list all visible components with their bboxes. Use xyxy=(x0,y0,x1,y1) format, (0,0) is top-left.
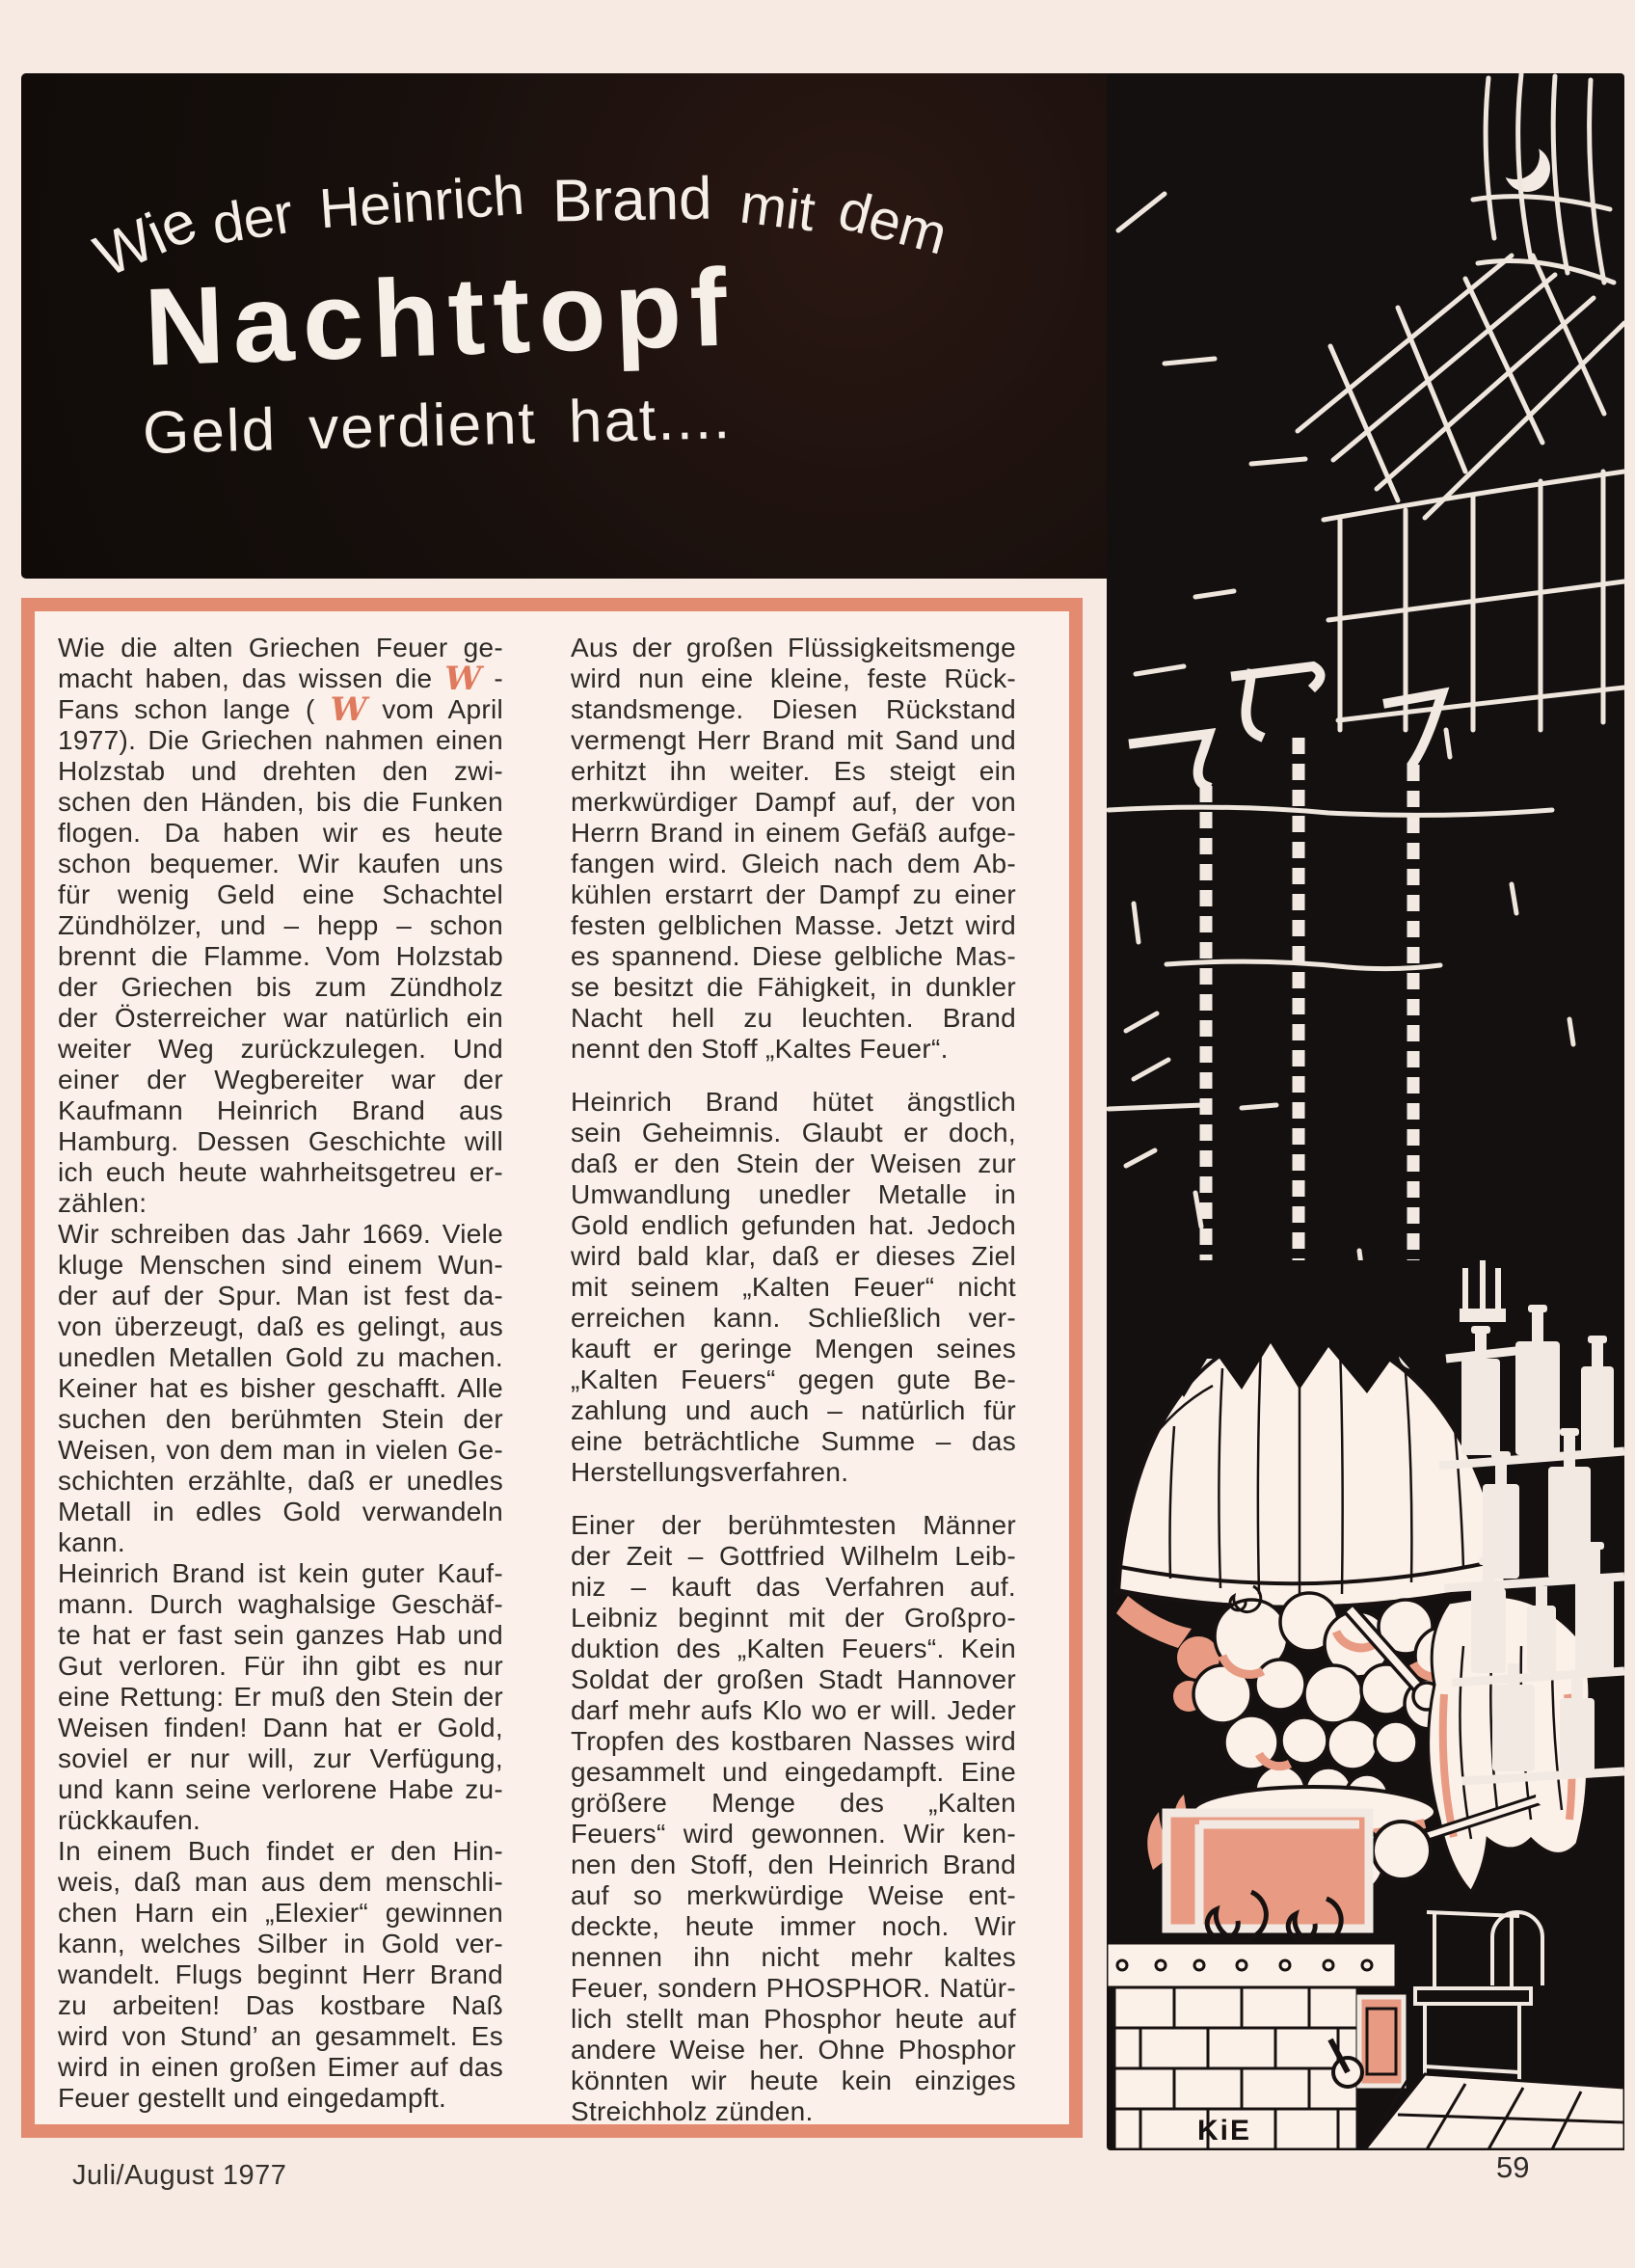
text-line: für wenig Geld eine Schachtel xyxy=(58,879,503,909)
text-line: zu arbeiten! Das kostbare Naß xyxy=(58,1990,503,2020)
text-line: sein Geheimnis. Glaubt er doch, xyxy=(571,1118,1016,1148)
text-line: daß er den Stein der Weisen zur xyxy=(571,1148,1016,1178)
paragraph xyxy=(571,1510,1016,2127)
article-column-right xyxy=(571,633,1016,2127)
text-line: Holzstab und drehten den zwi- xyxy=(58,756,503,786)
text-line: zahlung und auch – natürlich für xyxy=(571,1395,1016,1425)
text-line: Wie die alten Griechen Feuer ge- xyxy=(58,633,503,662)
text-line: Zündhölzer, und – hepp – schon xyxy=(58,910,503,940)
text-line: Soldat der großen Stadt Hannover xyxy=(571,1664,1016,1694)
text-line: nen den Stoff, den Heinrich Brand xyxy=(571,1850,1016,1879)
text-line: unedlen Metallen Gold zu machen. xyxy=(58,1342,503,1372)
text-line: schichten erzählte, daß er unedles xyxy=(58,1466,503,1496)
ceiling-hooks xyxy=(1134,666,1442,786)
text-line: kühlen erstarrt der Dampf zu einer xyxy=(571,879,1016,909)
text-line: erhitzt ihn weiter. Es steigt ein xyxy=(571,756,1016,786)
text-line: Gut verloren. Für ihn gibt es nur xyxy=(58,1651,503,1681)
text-line: Herrn Brand in einem Gefäß aufge- xyxy=(571,818,1016,848)
title-word: Brand xyxy=(551,165,713,235)
brick-oven xyxy=(1107,1795,1404,2149)
text-line: eine Rettung: Er muß den Stein der xyxy=(58,1682,503,1712)
text-line: Metall in edles Gold verwandeln xyxy=(58,1497,503,1526)
text-line: es spannend. Diese gelbliche Mas- xyxy=(571,941,1016,971)
text-line: standsmenge. Diesen Rückstand xyxy=(571,694,1016,724)
text-line: niz – kauft das Verfahren auf. xyxy=(571,1572,1016,1602)
text-line: Herstellungsverfahren. xyxy=(571,1457,849,1487)
text-line: eine beträchtliche Summe – das xyxy=(571,1426,1016,1456)
title-word: mit xyxy=(737,172,818,244)
text-line: soviel er nur will, zur Verfügung, xyxy=(58,1743,503,1773)
text-line: der auf der Spur. Man ist fest da- xyxy=(58,1281,503,1310)
text-line: festen gelblichen Masse. Jetzt wird xyxy=(571,910,1016,940)
text-line: mit seinem „Kalten Feuer“ nicht xyxy=(571,1272,1016,1302)
paragraph xyxy=(571,633,1016,1065)
text-line: Gold endlich gefunden hat. Jedoch xyxy=(571,1210,1016,1240)
text-line: deckte, heute immer noch. Wir xyxy=(571,1911,1016,1941)
issue-date: Juli/August 1977 xyxy=(72,2160,287,2191)
text-line: Umwandlung unedler Metalle in xyxy=(571,1179,1016,1209)
text-line: auf so merkwürdige Weise ent- xyxy=(571,1880,1016,1910)
laboratory-illustration xyxy=(1107,73,1624,2150)
text-line: kluge Menschen sind einem Wun- xyxy=(58,1250,503,1280)
text-line: einer der Wegbereiter war der xyxy=(58,1065,503,1094)
text-line: ich euch heute wahrheitsgetreu er- xyxy=(58,1157,503,1187)
magazine-logo-w: W xyxy=(330,690,367,729)
paragraph xyxy=(58,1219,503,1558)
title-line-2: Nachttopf xyxy=(142,246,737,390)
text-line: weis, daß man aus dem menschli- xyxy=(58,1867,503,1897)
title-word: Heinrich xyxy=(316,163,526,241)
title-line-1 xyxy=(77,163,954,290)
text-line: Leibniz beginnt mit der Großpro- xyxy=(571,1603,1016,1633)
text-line: kann. xyxy=(58,1527,125,1557)
text-line: und kann seine verlorene Habe zu- xyxy=(58,1774,503,1804)
text-line: der Österreicher war natürlich ein xyxy=(58,1003,503,1033)
text-line: 1977). Die Griechen nahmen einen xyxy=(58,725,503,755)
article-column-left xyxy=(58,633,503,2114)
text-line: Heinrich Brand ist kein guter Kauf- xyxy=(58,1558,503,1588)
text-line: fangen wird. Gleich nach dem Ab- xyxy=(571,849,1016,878)
text-line: kann, welches Silber in Gold ver- xyxy=(58,1929,503,1958)
text-line: der Zeit – Gottfried Wilhelm Leib- xyxy=(571,1541,1016,1571)
text-line: wird von Stund’ an gesammelt. Es xyxy=(58,2021,503,2051)
title-line-3: Geld verdient hat.... xyxy=(142,385,733,467)
text-line: lich stellt man Phosphor heute auf xyxy=(571,2004,1016,2034)
text-line: mann. Durch waghalsige Geschäf- xyxy=(58,1589,503,1619)
paragraph xyxy=(58,1836,503,2114)
text-line: weiter Weg zurückzulegen. Und xyxy=(58,1034,503,1064)
text-line: Nacht hell zu leuchten. Brand xyxy=(571,1003,1016,1033)
text-line: Streichholz zünden. xyxy=(571,2096,814,2126)
text-line: flogen. Da haben wir es heute xyxy=(58,818,503,848)
text-line: te hat er fast sein ganzes Hab und xyxy=(58,1620,503,1650)
text-line: der Griechen bis zum Zündholz xyxy=(58,972,503,1002)
text-line: „Kalten Feuers“ gegen gute Be- xyxy=(571,1364,1016,1394)
text-line: macht haben, das wissen die W - xyxy=(58,660,503,698)
text-line: Weisen finden! Dann hat er Gold, xyxy=(58,1713,503,1742)
text-line: suchen den berühmten Stein der xyxy=(58,1404,503,1434)
title-word: Wie xyxy=(85,187,207,290)
text-line: Aus der großen Flüssigkeitsmenge xyxy=(571,633,1016,662)
text-line: kauft er geringe Mengen seines xyxy=(571,1334,1016,1364)
title-word: dem xyxy=(832,177,954,267)
text-line: Fans schon lange ( W vom April xyxy=(58,690,503,729)
magazine-logo-w: W xyxy=(444,660,482,698)
text-line: Feuer, sondern PHOSPHOR. Natür- xyxy=(571,1973,1016,2003)
text-line: nennt den Stoff „Kaltes Feuer“. xyxy=(571,1034,949,1064)
text-line: wandelt. Flugs beginnt Herr Brand xyxy=(58,1959,503,1989)
text-line: Feuer gestellt und eingedampft. xyxy=(58,2083,447,2113)
text-line: Tropfen des kostbaren Nasses wird xyxy=(571,1726,1016,1756)
text-line: vermengt Herr Brand mit Sand und xyxy=(571,725,1016,755)
text-line: merkwürdiger Dampf auf, der von xyxy=(571,787,1016,817)
text-line: darf mehr aufs Klo wo er will. Jeder xyxy=(571,1695,1016,1725)
text-line: Einer der berühmtesten Männer xyxy=(571,1510,1016,1540)
text-line: se besitzt die Fähigkeit, in dunkler xyxy=(571,972,1016,1002)
paragraph xyxy=(58,633,503,1219)
text-line: Keiner hat es bisher geschafft. Alle xyxy=(58,1373,503,1403)
tiled-floor xyxy=(1365,2074,1624,2149)
text-line: Weisen, von dem man in vielen Ge- xyxy=(58,1435,503,1465)
text-line: chen Harn ein „Elexier“ gewinnen xyxy=(58,1898,503,1928)
text-line: brennt die Flamme. Vom Holzstab xyxy=(58,941,503,971)
text-line: Heinrich Brand hütet ängstlich xyxy=(571,1087,1016,1117)
text-line: gesammelt und eingedampft. Eine xyxy=(571,1757,1016,1787)
text-line: In einem Buch findet er den Hin- xyxy=(58,1836,503,1866)
text-line: Feuers“ wird gewonnen. Wir ken- xyxy=(571,1819,1016,1849)
text-line: rückkaufen. xyxy=(58,1805,201,1835)
text-line: könnten wir heute kein einziges xyxy=(571,2066,1016,2095)
text-line: schon bequemer. Wir kaufen uns xyxy=(58,849,503,878)
text-line: andere Weise her. Ohne Phosphor xyxy=(571,2035,1016,2065)
text-line: wird bald klar, daß er dieses Ziel xyxy=(571,1241,1016,1271)
artist-signature: KiE xyxy=(1197,2115,1252,2146)
text-line: zählen: xyxy=(58,1188,147,1218)
text-line: nennen ihn nicht mehr kaltes xyxy=(571,1942,1016,1972)
text-line: Wir schreiben das Jahr 1669. Viele xyxy=(58,1219,503,1249)
title-word: der xyxy=(207,181,298,256)
text-line: schen den Händen, bis die Funken xyxy=(58,787,503,817)
text-line: Kaufmann Heinrich Brand aus xyxy=(58,1095,503,1125)
text-line: von überzeugt, daß es gelingt, aus xyxy=(58,1311,503,1341)
paragraph xyxy=(571,1087,1016,1488)
text-line: größere Menge des „Kalten xyxy=(571,1788,1016,1818)
text-line: erreichen kann. Schließlich ver- xyxy=(571,1303,1016,1333)
paragraph xyxy=(58,1558,503,1836)
text-line: Hamburg. Dessen Geschichte will xyxy=(58,1126,503,1156)
tiled-wall xyxy=(1298,74,1624,730)
text-line: duktion des „Kalten Feuers“. Kein xyxy=(571,1634,1016,1663)
text-line: wird nun eine kleine, feste Rück- xyxy=(571,663,1016,693)
page-number: 59 xyxy=(1496,2150,1530,2184)
text-line: wird in einen großen Eimer auf das xyxy=(58,2052,503,2082)
